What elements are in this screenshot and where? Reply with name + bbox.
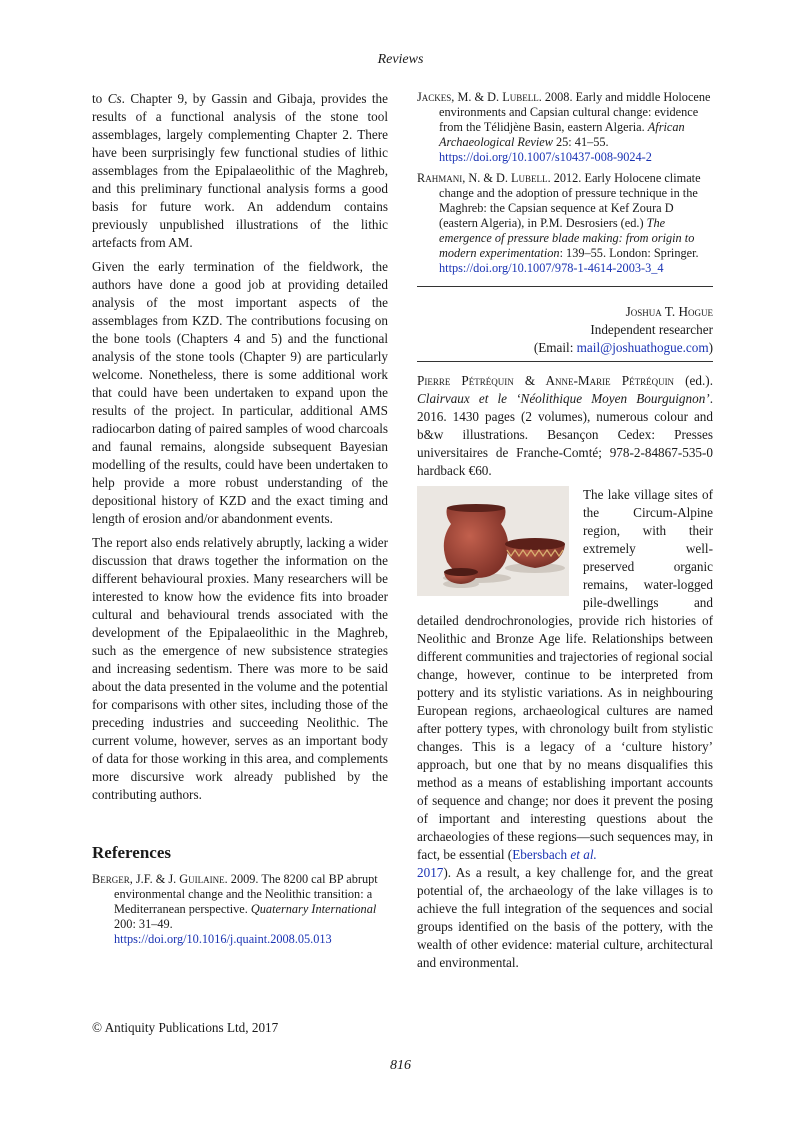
running-title: Reviews [377, 52, 424, 67]
divider [417, 361, 713, 362]
review-body: ). As a result, a key challenge for, and the great potential of, the archaeology of the lake villages is to achieve the full integration of the sequences and social groups identified on the basis of the pottery, with the wealth of other evidence: material culture, architectural and environmental. [417, 865, 713, 970]
reference-text: . 2009. The 8200 cal BP abrupt environmental change and the Neolithic transition: a Mediterranean perspective. [114, 872, 378, 916]
reference-journal: Quaternary International [250, 902, 377, 916]
reference-book: The emergence of pressure blade making: from origin to modern experimentation [439, 216, 695, 260]
email-prefix: (Email: [533, 340, 577, 355]
reference-tail: : 139–55. London: Springer. [559, 246, 699, 260]
paragraph: Given the early termination of the fieldwork, the authors have done a good job at providing detailed analysis of the most important aspects of the assemblages from KZD. The contributions focusing on the bone tools (Chapters 4 and 5) and the functional analysis of the stone tools (Chapter 9) are particularly welcome. Nonetheless, there is some additional work that could have been undertaken to expand upon the results of the project. In particular, additional AMS radiocarbon dating of paired samples of wood charcoals and faunal remains, alongside subsequent Bayesian modelling of the results, could have been undertaken to help provide a more robust understanding of the depositional history of KZD and the exact timing and length of erosion and/or abandonment events. [92, 259, 388, 526]
reference-list [417, 90, 713, 276]
reviewer-affiliation: Independent researcher [590, 322, 713, 337]
left-column [92, 90, 388, 953]
citation-year[interactable]: 2017 [417, 865, 444, 880]
review-body: The lake village sites of the Circum-Alpine region, with their extremely well-preserved organic remains, water-logged pile-dwellings and detailed dendrochronologies, provide rich histories of Neolithic and Bronze Age life. Relationships between different communities and trajectories of regional social change, however, continue to be interpreted from pottery and its stylistic variations. As in neighbouring European regions, archaeological cultures are named after pottery types, with chronology built from stylistic changes. This is a legacy of a ‘culture history’ approach, but one that by no means disqualifies this method as a means of establishing important accounts of sequence and change; nor does it prevent the posing of important and interesting questions about the archaeologies of these regions—such sequences may, in fact, be essential ( [417, 487, 713, 862]
reference-text: . 2008. Early and middle Holocene environments and Capsian cultural change: evidence from the Télidjène Basin, eastern Algeria. [439, 90, 711, 134]
italic-term: Cs [107, 91, 122, 106]
book-details: . 2016. 1430 pages (2 volumes), numerous colour and b&w illustrations. Besançon Cedex: Presses universitaires de Franche-Comté; 978-2-84867-535-0 hardback €60. [417, 391, 713, 478]
copyright: © Antiquity Publications Ltd, 2017 [92, 1020, 279, 1035]
book-ed: (ed.). [674, 373, 713, 388]
reviewer-email-line [417, 339, 713, 357]
email-link[interactable]: mail@joshuathogue.com [576, 340, 709, 355]
reference-item [92, 872, 388, 947]
reference-text: . 2012. Early Holocene climate change and the adoption of pressure technique in the Maghreb: the Capsian sequence at Kef Zoura D (eastern Algeria), in P.M. Desrosiers (ed.) [439, 171, 701, 230]
book-heading [417, 372, 713, 480]
pottery-photo [417, 486, 569, 596]
reference-authors: Berger, J.F. & J. Guilaine [92, 872, 225, 886]
book-title: Clairvaux et le ‘Néolithique Moyen Bourguignon’ [417, 391, 710, 406]
pottery-illustration [417, 486, 569, 596]
reviewer-name: Joshua T. Hogue [625, 304, 713, 319]
paragraph: The report also ends relatively abruptly, lacking a wider discussion that draws together the information on the different behavioural proxies. Many researchers will be interested to know how the evidence fits into broader cultural and behavioural trends associated with the development of the Epipalaeolithic in the Maghreb, such as the emergence of new subsistence strategies and increasing sedentism. There was more to be said about the data presented in the volume and the potential for comparisons with other sites, including those of the preceding industries and succeeding Neolithic. The current volume, however, serves as an important body of data for those working in this area, and complements more discursive work already published by the contributing authors. [92, 535, 388, 802]
divider [417, 286, 713, 287]
citation-author[interactable]: Ebersbach [512, 847, 571, 862]
paragraph-body: . Chapter 9, by Gassin and Gibaja, provides the results of a functional analysis of the stone tool assemblages, largely complementing Chapter 2. There have been surprisingly few functional studies of lithic assemblages from the Epipalaeolithic of the Maghreb, and this preliminary functional analysis forms a good basis for future work. An addendum contains previously unpublished illustrations of the lithic artefacts from AM. [92, 91, 388, 250]
reference-tail: 200: 31–49. [114, 917, 173, 931]
reference-authors: Jackes, M. & D. Lubell [417, 90, 539, 104]
citation-etal[interactable]: et al. [570, 847, 597, 862]
reference-authors: Rahmani, N. & D. Lubell [417, 171, 548, 185]
right-column [417, 90, 713, 978]
doi-link[interactable]: https://doi.org/10.1007/s10437-008-9024-2 [439, 150, 652, 164]
book-authors: Pierre Pétréquin & Anne-Marie Pétréquin [417, 373, 675, 388]
reviewer-signature [417, 303, 713, 357]
page-number: 816 [390, 1058, 411, 1073]
doi-link[interactable]: https://doi.org/10.1007/978-1-4614-2003-3_4 [439, 261, 664, 275]
paragraph [92, 90, 388, 252]
reference-list [92, 872, 388, 947]
reference-tail: 25: 41–55. [552, 135, 609, 149]
reference-item [417, 171, 713, 276]
reference-item [417, 90, 713, 165]
doi-link[interactable]: https://doi.org/10.1016/j.quaint.2008.05.013 [114, 932, 332, 946]
reference-journal: African Archaeological Review [439, 120, 685, 149]
review-paragraph [417, 486, 713, 972]
references-heading: References [92, 843, 171, 862]
email-suffix: ) [708, 340, 713, 355]
paragraph-lead: to [92, 91, 108, 106]
